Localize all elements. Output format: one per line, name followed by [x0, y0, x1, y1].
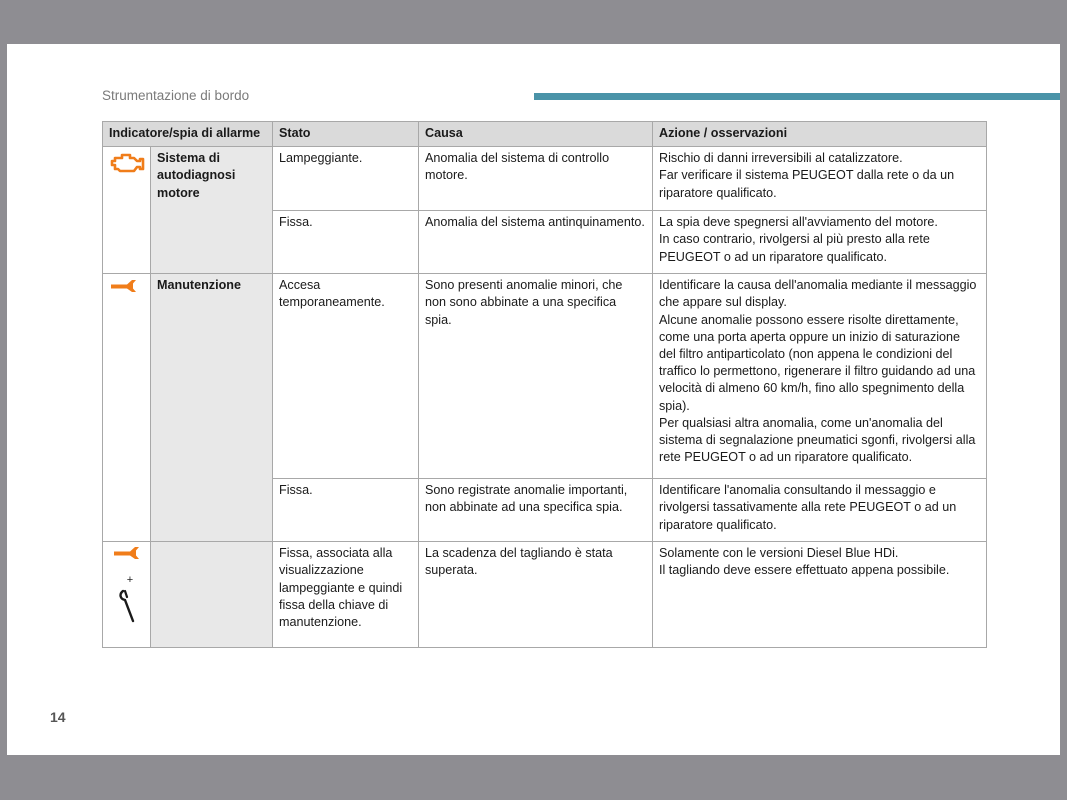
- stato-cell: Accesa temporaneamente.: [273, 274, 419, 479]
- azione-cell: La spia deve spegnersi all'avviamento del motore. In caso contrario, rivolgersi al più presto alla rete PEUGEOT o ad un riparatore qualificato.: [653, 211, 987, 274]
- stato-cell: Fissa.: [273, 211, 419, 274]
- page-number: 14: [50, 709, 66, 725]
- causa-cell: Sono presenti anomalie minori, che non sono abbinate a una specifica spia.: [419, 274, 653, 479]
- stato-cell: Lampeggiante.: [273, 147, 419, 211]
- causa-cell: La scadenza del tagliando è stata superata.: [419, 542, 653, 648]
- indicator-icon-cell: [103, 274, 151, 542]
- table-row: [103, 542, 987, 648]
- table-row: [103, 274, 987, 479]
- plus-sign: +: [126, 574, 134, 587]
- causa-cell: Anomalia del sistema di controllo motore.: [419, 147, 653, 211]
- column-header-indicator: Indicatore/spia di allarme: [103, 122, 273, 147]
- table-header-row: [103, 122, 987, 147]
- table-row: [103, 147, 987, 211]
- causa-cell: Anomalia del sistema antinquinamento.: [419, 211, 653, 274]
- indicator-icon-cell: [103, 542, 151, 648]
- header-accent-bar: [534, 93, 1060, 100]
- azione-cell: Identificare l'anomalia consultando il messaggio e rivolgersi tassativamente alla rete PEUGEOT o ad un riparatore qualificato.: [653, 479, 987, 542]
- section-title: Strumentazione di bordo: [102, 88, 250, 103]
- stato-cell: Fissa.: [273, 479, 419, 542]
- indicator-name: Sistema di autodiagnosi motore: [151, 147, 273, 274]
- indicator-icon-cell: [103, 147, 151, 274]
- wrench-icon: [109, 286, 145, 300]
- azione-cell: Identificare la causa dell'anomalia mediante il messaggio che appare sul display. Alcune anomalie possono essere risolte direttamente, come una porta aperta oppure un inizio di saturazione del filtro antiparticolato (non appena le condizioni del traffico lo permettono, rigenerare il filtro guidando ad una velocità di almeno 60 km/h, fino allo spegnimento della spia). Per qualsiasi altra anomalia, come un'anomalia del sistema di segnalazione pneumatici sgonfi, rivolgersi alla rete PEUGEOT o ad un riparatore qualificato.: [653, 274, 987, 479]
- indicator-name: [151, 542, 273, 648]
- azione-cell: Rischio di danni irreversibili al catalizzatore. Far verificare il sistema PEUGEOT dalla rete o da un riparatore qualificato.: [653, 147, 987, 211]
- column-header-azione: Azione / osservazioni: [653, 122, 987, 147]
- wrench-icon: [112, 545, 148, 568]
- causa-cell: Sono registrate anomalie importanti, non abbinate ad una specifica spia.: [419, 479, 653, 542]
- azione-cell: Solamente con le versioni Diesel Blue HDi. Il tagliando deve essere effettuato appena possibile.: [653, 542, 987, 648]
- engine-check-icon: [109, 165, 145, 179]
- warning-lights-table: [102, 121, 987, 648]
- column-header-stato: Stato: [273, 122, 419, 147]
- column-header-causa: Causa: [419, 122, 653, 147]
- stato-cell: Fissa, associata alla visualizzazione lampeggiante e quindi fissa della chiave di manutenzione.: [273, 542, 419, 648]
- manual-page: [7, 44, 1060, 755]
- service-key-icon: [118, 588, 142, 629]
- indicator-name: Manutenzione: [151, 274, 273, 542]
